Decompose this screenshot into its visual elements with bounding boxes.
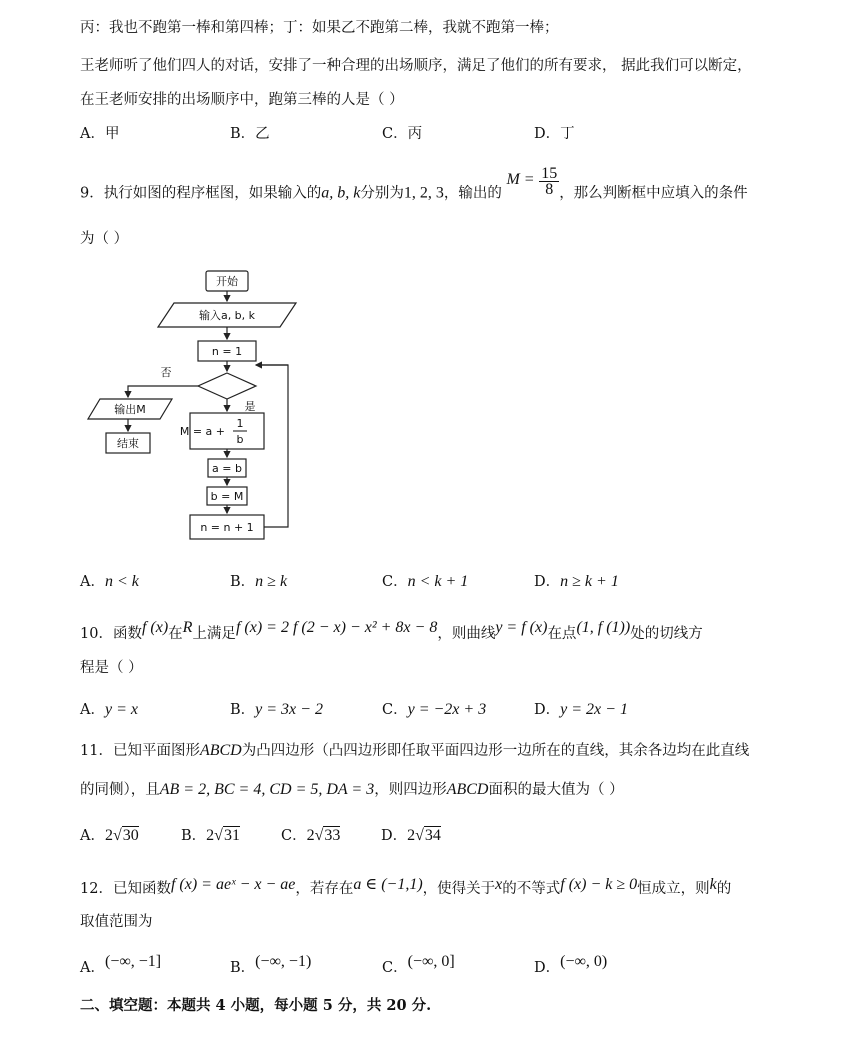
q9-option-c[interactable]: C．n < k + 1 <box>382 573 469 590</box>
q8-option-c[interactable]: C．丙 <box>382 126 423 142</box>
q9-flowchart <box>80 265 300 550</box>
q9-stem: 9．执行如图的程序框图，如果输入的a, b, k分别为1, 2, 3，输出的 M = $\frac{15}{8}$ ，那么判断框中应填入的条件 <box>80 165 748 202</box>
flow-step3-text: b = M <box>210 490 244 503</box>
q12-line1: 12．已知函数f (x) = aeˣ − x − ae，若存在a ∈ (−1,1)，使得关于x的不等式f (x) − k ≥ 0恒成立，则k的 <box>80 876 732 897</box>
q12-option-a[interactable]: A．(−∞, −1] <box>80 953 162 976</box>
q8-option-d[interactable]: D．丁 <box>534 126 575 142</box>
q11-line1: 11．已知平面图形ABCD为凸四边形（凸四边形即任取平面四边形一边所在的直线，其余各边均在此直线 <box>80 742 750 759</box>
q11-line2: 的同侧），且AB = 2, BC = 4, CD = 5, DA = 3，则四边形ABCD面积的最大值为（ ） <box>80 781 624 798</box>
q10-option-a[interactable]: A．y = x <box>80 701 138 718</box>
flow-step1-den: b <box>236 433 244 446</box>
q12-line2: 取值范围为 <box>80 914 153 930</box>
q11-option-d[interactable]: D．2√34 <box>381 827 441 844</box>
flow-step1-text: M = a + <box>179 425 225 438</box>
q11-option-b[interactable]: B．2√31 <box>181 827 240 844</box>
flow-end-text: 结束 <box>117 437 139 450</box>
q9-option-d[interactable]: D．n ≥ k + 1 <box>534 573 619 590</box>
q11-option-c[interactable]: C．2√33 <box>281 827 341 844</box>
flow-yes-label: 是 <box>244 400 256 413</box>
flow-start-text: 开始 <box>216 275 238 288</box>
flow-input-text: 输入a, b, k <box>198 309 256 322</box>
q8-option-a[interactable]: A．甲 <box>80 126 120 142</box>
q9-line2: 为（ ） <box>80 231 129 247</box>
q9-option-b[interactable]: B．n ≥ k <box>230 573 288 590</box>
q10-line2: 程是（ ） <box>80 660 143 676</box>
flow-output-text: 输出M <box>114 403 146 416</box>
flow-step4-text: n = n + 1 <box>200 521 254 534</box>
flow-no-label: 否 <box>160 366 172 379</box>
section-2-heading: 二、填空题：本题共 4 小题，每小题 5 分，共 20 分. <box>80 997 432 1014</box>
q8-option-b[interactable]: B．乙 <box>230 126 270 142</box>
flow-init-text: n = 1 <box>211 345 243 358</box>
q8-line1: 丙：我也不跑第一棒和第四棒；丁：如果乙不跑第二棒，我就不跑第一棒； <box>80 20 559 36</box>
q10-option-c[interactable]: C．y = −2x + 3 <box>382 701 487 718</box>
q9-option-a[interactable]: A．n < k <box>80 573 139 590</box>
q12-option-d[interactable]: D．(−∞, 0) <box>534 953 608 976</box>
flow-step1-num: 1 <box>236 417 244 430</box>
q12-option-b[interactable]: B．(−∞, −1) <box>230 953 312 976</box>
q12-option-c[interactable]: C．(−∞, 0] <box>382 953 455 976</box>
q10-stem: 10．函数f (x)在R上满足f (x) = 2 f (2 − x) − x² + 8x − 8，则曲线y = f (x)在点(1, f (1))处的切线方 <box>80 619 703 642</box>
q10-option-d[interactable]: D．y = 2x − 1 <box>534 701 628 718</box>
q11-option-a[interactable]: A．2√30 <box>80 827 139 844</box>
q8-line3: 在王老师安排的出场顺序中，跑第三棒的人是（ ） <box>80 92 404 108</box>
flow-step2-text: a = b <box>212 462 242 475</box>
q8-line2: 王老师听了他们四人的对话，安排了一种合理的出场顺序，满足了他们的所有要求， 据此我们可以断定， <box>80 58 752 74</box>
q10-option-b[interactable]: B．y = 3x − 2 <box>230 701 323 718</box>
flow-decision <box>198 373 256 399</box>
